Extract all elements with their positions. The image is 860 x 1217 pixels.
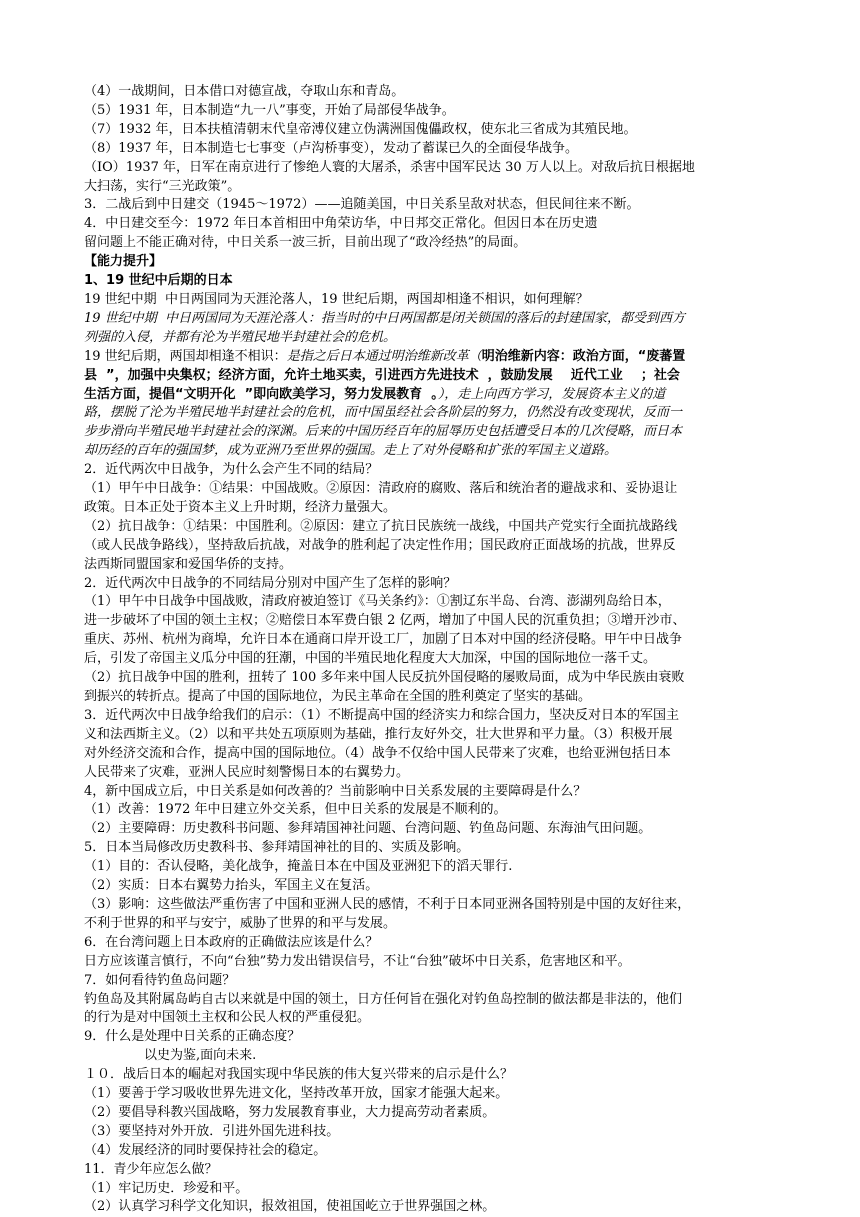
text-line: 2．近代两次中日战争的不同结局分别对中国产生了怎样的影响？ — [84, 575, 457, 591]
text-line: 进一步破坏了中国的领土主权；②赔偿日本军费白银 2 亿两，增加了中国人民的沉重负担；③增开沙市、 — [84, 613, 686, 629]
text-line: 法西斯同盟国家和爱国华侨的支持。 — [84, 556, 293, 572]
text-line: 钓鱼岛及其附属岛屿自古以来就是中国的领土，日方任何旨在强化对钓鱼岛控制的做法都是非法的，他们 — [84, 991, 683, 1007]
text-line: 的行为是对中国领土主权和公民人权的严重侵犯。 — [84, 1010, 371, 1026]
text-line: １０．战后日本的崛起对我国实现中华民族的伟大复兴带来的启示是什么？ — [84, 1067, 514, 1083]
text-line: 3．近代两次中日战争给我们的启示：（1）不断提高中国的经济实力和综合国力，坚决反对日本的军国主 — [84, 707, 680, 723]
bold-span: 生活方面，提倡“文明开化 ”即向欧美学习，努力发展教育 。 — [84, 386, 438, 402]
text-line: （1）要善于学习吸收世界先进文化，坚持改革开放，国家才能强大起来。 — [84, 1086, 509, 1102]
text-line: 6．在台湾问题上日本政府的正确做法应该是什么？ — [84, 934, 379, 950]
text-line: 重庆、苏州、杭州为商埠，允许日本在通商口岸开设工厂，加剧了日本对中国的经济侵略。甲午中日战争 — [84, 632, 683, 648]
text-line: 19 世纪中期 中日两国同为天涯沦落人，19 世纪后期，两国却相逢不相识，如何理解？ — [84, 291, 589, 307]
text-line: （4）发展经济的同时要保持社会的稳定。 — [84, 1142, 327, 1158]
text-line: （2）主要障碍：历史教科书问题、参拜靖国神社问题、台湾问题、钓鱼岛问题、东海油气田问题。 — [84, 821, 652, 837]
text-line: 政策。日本正处于资本主义上升时期，经济力量强大。 — [84, 499, 397, 515]
text-line: （2）抗日战争中国的胜利，扭转了 100 多年来中国人民反抗外国侵略的屡败局面，成为中华民族由衰败 — [84, 670, 685, 686]
text-line: 人民带来了灾难，亚洲人民应时刻警惕日本的右翼势力。 — [84, 764, 410, 780]
text-line: 后，引发了帝国主义瓜分中国的狂潮，中国的半殖民地化程度大大加深，中国的国际地位一落千丈。 — [84, 651, 657, 667]
text-line: 路，摆脱了沦为半殖民地半封建社会的危机，而中国虽经社会各阶层的努力，仍然没有改变现状，反而一 — [84, 405, 683, 421]
bold-line: 县 ”，加强中央集权；经济方面，允许土地买卖，引进西方先进技术 ，鼓励发展 近代工业 ；社会 — [84, 367, 680, 383]
text-line: （1）甲午中日战争中国战败，清政府被迫签订《马关条约》：①割辽东半岛、台湾、澎湖列岛给日本， — [84, 594, 671, 610]
text-line: （2）认真学习科学文化知识，报效祖国，使祖国屹立于世界强国之林。 — [84, 1199, 496, 1215]
text-line: 以史为鉴,面向未来. — [144, 1048, 257, 1064]
text-line: （1）目的：否认侵略，美化战争，掩盖日本在中国及亚洲犯下的滔天罪行. — [84, 859, 513, 875]
text-span: 19 世纪后期，两国却相逢不相识： — [84, 348, 287, 364]
text-line: 9．什么是处理中日关系的正确态度？ — [84, 1029, 301, 1045]
text-line: （8）1937 年，日本制造七七事变（卢沟桥事变），发动了蓄谋已久的全面侵华战争。 — [84, 140, 578, 156]
document-page — [84, 83, 770, 1217]
text-line: （2）要倡导科教兴国战略，努力发展教育事业，大力提高劳动者素质。 — [84, 1104, 496, 1120]
text-line: （2）抗日战争：①结果：中国胜利。②原因：建立了抗日民族统一战线，中国共产党实行全面抗战路线 — [84, 518, 678, 534]
section-heading: 1、19 世纪中后期的日本 — [84, 273, 233, 289]
text-line: 步步滑向半殖民地半封建社会的深渊。后来的中国历经百年的屈辱历史包括遭受日本的几次侵略，而日本 — [84, 424, 683, 440]
text-line: （1）甲午中日战争：①结果：中国战败。②原因：清政府的腐败、落后和统治者的避战求和、妥协退让 — [84, 481, 678, 497]
text-line: 不利于世界的和平与安宁，威胁了世界的和平与发展。 — [84, 915, 397, 931]
text-line: （2）实质：日本右翼势力抬头，军国主义在复活。 — [84, 878, 379, 894]
text-line: 对外经济交流和合作，提高中国的国际地位。（4）战争不仅给中国人民带来了灾难，也给亚洲包括日本 — [84, 745, 671, 761]
text-line: 留问题上不能正确对待，中日关系一波三折，目前出现了“政冷经热”的局面。 — [84, 235, 527, 251]
text-line: 大扫荡，实行“三光政策”。 — [84, 178, 241, 194]
text-line: 义和法西斯主义。（2）以和平共处五项原则为基础，推行友好外交，壮大世界和平力量。（3）积极开展 — [84, 726, 673, 742]
text-line: 列强的入侵，并都有沦为半殖民地半封建社会的危机。 — [84, 329, 397, 345]
text-line: （1）牢记历史．珍爱和平。 — [84, 1180, 249, 1196]
text-line: （IO）1937 年，日军在南京进行了惨绝人寰的大屠杀，杀害中国军民达 30 万人以上。对敌后抗日根据地 — [84, 159, 695, 175]
text-line: 4，新中国成立后，中日关系是如何改善的？当前影响中日关系发展的主要障碍是什么？ — [84, 783, 587, 799]
text-line: （7）1932 年，日本扶植清朝末代皇帝溥仪建立伪满洲国傀儡政权，使东北三省成为其殖民地。 — [84, 121, 637, 137]
text-line: （1）改善：1972 年中日建立外交关系，但中日关系的发展是不顺利的。 — [84, 802, 507, 818]
section-heading: 【能力提升】 — [84, 254, 163, 270]
text-line: （或人民战争路线），坚持敌后抗战，对战争的胜利起了决定性作用；国民政府正面战场的抗战，世界反 — [84, 537, 676, 553]
text-line: 19 世纪中期 中日两国同为天涯沦落人：指当时的中日两国都是闭关锁国的落后的封建国家，都受到西方 — [84, 310, 685, 326]
text-line: 到振兴的转折点。提高了中国的国际地位，为民主革命在全国的胜利奠定了坚实的基础。 — [84, 689, 592, 704]
bold-span: 明治维新内容：政治方面，“废蕃置 — [481, 348, 686, 364]
text-line: 日方应该谨言慎行，不向“台独”势力发出错误信号，不让“台独”破坏中日关系，危害地区和平。 — [84, 953, 631, 969]
text-line — [84, 348, 770, 367]
text-line: 却历经的百年的强国梦，成为亚洲乃至世界的强国。走上了对外侵略和扩张的军国主义道路。 — [84, 443, 618, 459]
text-line: 11．青少年应怎么做？ — [84, 1161, 218, 1177]
text-span: ），走上向西方学习，发展资本主义的道 — [437, 386, 666, 402]
text-line: 4．中日建交至今：1972 年日本首相田中角荣访华，中日邦交正常化。但因日本在历史遗 — [84, 216, 598, 232]
text-line: （5）1931 年，日本制造“九一八”事变，开始了局部侵华战争。 — [84, 102, 455, 118]
text-line: 5．日本当局修改历史教科书、参拜靖国神社的目的、实质及影响。 — [84, 840, 470, 856]
text-line: 2．近代两次中日战争，为什么会产生不同的结局？ — [84, 462, 379, 478]
text-line: 7．如何看待钓鱼岛问题？ — [84, 972, 236, 988]
text-line — [84, 386, 770, 405]
text-line: （4）一战期间，日本借口对德宣战，夺取山东和青岛。 — [84, 84, 405, 99]
text-line: 3．二战后到中日建交（1945～1972）——追随美国，中日关系呈敌对状态，但民间往来不断。 — [84, 197, 640, 213]
text-line: （3）要坚持对外开放．引进外国先进科技。 — [84, 1123, 340, 1139]
text-span: 是指之后日本通过明治维新改革（ — [286, 348, 482, 364]
text-line: （3）影响：这些做法严重伤害了中国和亚洲人民的感情，不利于日本同亚洲各国特别是中国的友好往来， — [84, 896, 691, 912]
